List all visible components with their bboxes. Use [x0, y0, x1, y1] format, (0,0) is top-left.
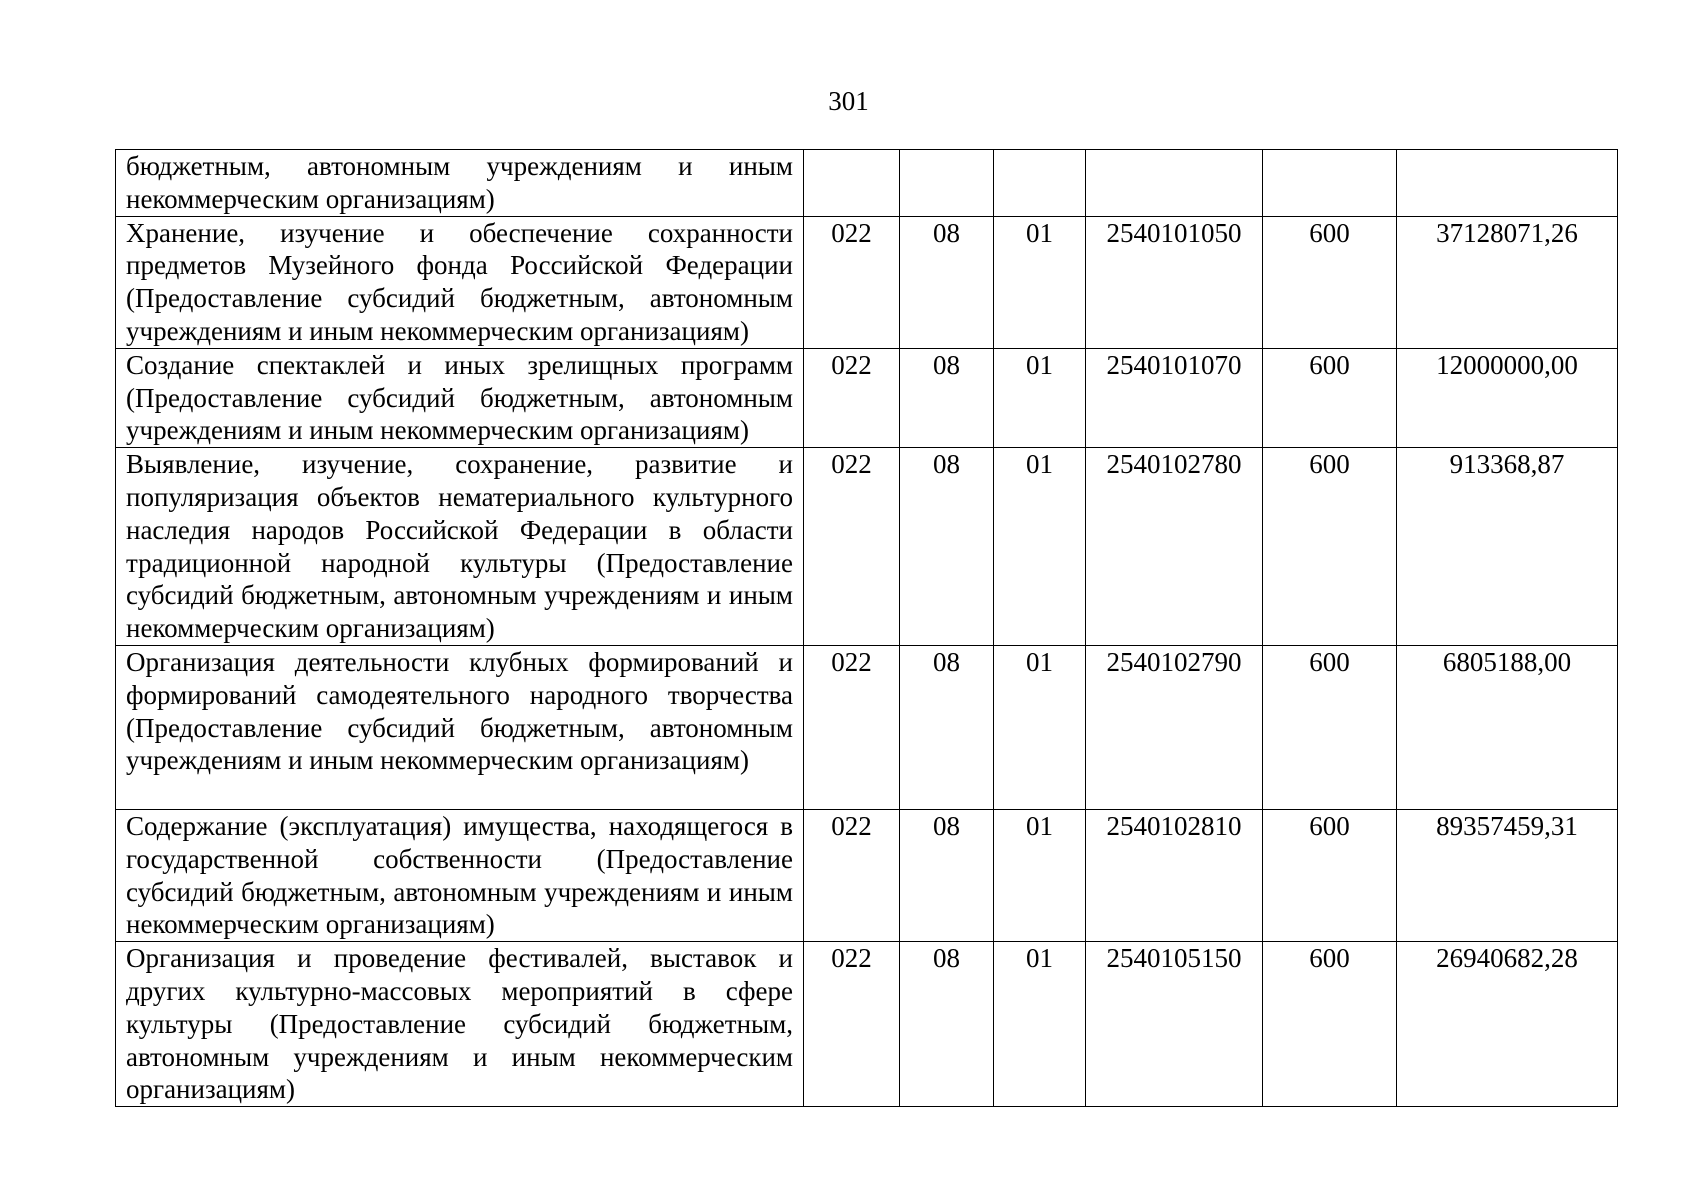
row-description: Организация и проведение фестивалей, выставок и других культурно-массовых мероприятий в сфере культуры (Предоставление субсидий бюджетным, автономным учреждениям и иным некоммерческим организациям): [116, 942, 804, 1107]
expense-type-code: 600: [1263, 942, 1397, 1107]
expense-type-code: 600: [1263, 645, 1397, 809]
row-description: Выявление, изучение, сохранение, развитие и популяризация объектов нематериального культурного наследия народов Российской Федерации в области традиционной народной культуры (Предоставление субсидий бюджетным, автономным учреждениям и иным некоммерческим организациям): [116, 448, 804, 646]
section-code: 08: [900, 809, 994, 941]
amount: 913368,87: [1397, 448, 1618, 646]
subsection-code: [994, 150, 1086, 217]
page-number: 301: [828, 86, 869, 116]
row-description: Создание спектаклей и иных зрелищных программ (Предоставление субсидий бюджетным, автономным учреждениям и иным некоммерческим организациям): [116, 348, 804, 447]
table-row: [116, 348, 1618, 447]
subsection-code: 01: [994, 348, 1086, 447]
subsection-code: 01: [994, 942, 1086, 1107]
section-code: 08: [900, 448, 994, 646]
row-description: Хранение, изучение и обеспечение сохранности предметов Музейного фонда Российской Федерации (Предоставление субсидий бюджетным, автономным учреждениям и иным некоммерческим организациям): [116, 216, 804, 348]
target-article-code: 2540101050: [1086, 216, 1263, 348]
section-code: 08: [900, 348, 994, 447]
table-row: [116, 645, 1618, 809]
expense-type-code: 600: [1263, 448, 1397, 646]
target-article-code: 2540102780: [1086, 448, 1263, 646]
ministry-code: 022: [804, 348, 900, 447]
subsection-code: 01: [994, 809, 1086, 941]
amount: 89357459,31: [1397, 809, 1618, 941]
subsection-code: 01: [994, 645, 1086, 809]
table-row: [116, 150, 1618, 217]
section-code: 08: [900, 645, 994, 809]
budget-table: [115, 149, 1618, 1107]
target-article-code: 2540105150: [1086, 942, 1263, 1107]
ministry-code: 022: [804, 448, 900, 646]
amount: 37128071,26: [1397, 216, 1618, 348]
ministry-code: 022: [804, 809, 900, 941]
target-article-code: 2540101070: [1086, 348, 1263, 447]
ministry-code: 022: [804, 645, 900, 809]
table-row: [116, 448, 1618, 646]
amount: 12000000,00: [1397, 348, 1618, 447]
expense-type-code: 600: [1263, 809, 1397, 941]
target-article-code: 2540102790: [1086, 645, 1263, 809]
amount: [1397, 150, 1618, 217]
expense-type-code: 600: [1263, 348, 1397, 447]
table-row: [116, 216, 1618, 348]
target-article-code: [1086, 150, 1263, 217]
ministry-code: [804, 150, 900, 217]
amount: 26940682,28: [1397, 942, 1618, 1107]
ministry-code: 022: [804, 942, 900, 1107]
row-description: Организация деятельности клубных формирований и формирований самодеятельного народного творчества (Предоставление субсидий бюджетным, автономным учреждениям и иным некоммерческим организациям): [116, 645, 804, 809]
expense-type-code: 600: [1263, 216, 1397, 348]
section-code: [900, 150, 994, 217]
amount: 6805188,00: [1397, 645, 1618, 809]
row-description: Содержание (эксплуатация) имущества, находящегося в государственной собственности (Предоставление субсидий бюджетным, автономным учреждениям и иным некоммерческим организациям): [116, 809, 804, 941]
subsection-code: 01: [994, 448, 1086, 646]
table-row: [116, 942, 1618, 1107]
ministry-code: 022: [804, 216, 900, 348]
table-row: [116, 809, 1618, 941]
row-description: бюджетным, автономным учреждениям и иным некоммерческим организациям): [116, 150, 804, 217]
section-code: 08: [900, 942, 994, 1107]
section-code: 08: [900, 216, 994, 348]
target-article-code: 2540102810: [1086, 809, 1263, 941]
expense-type-code: [1263, 150, 1397, 217]
subsection-code: 01: [994, 216, 1086, 348]
